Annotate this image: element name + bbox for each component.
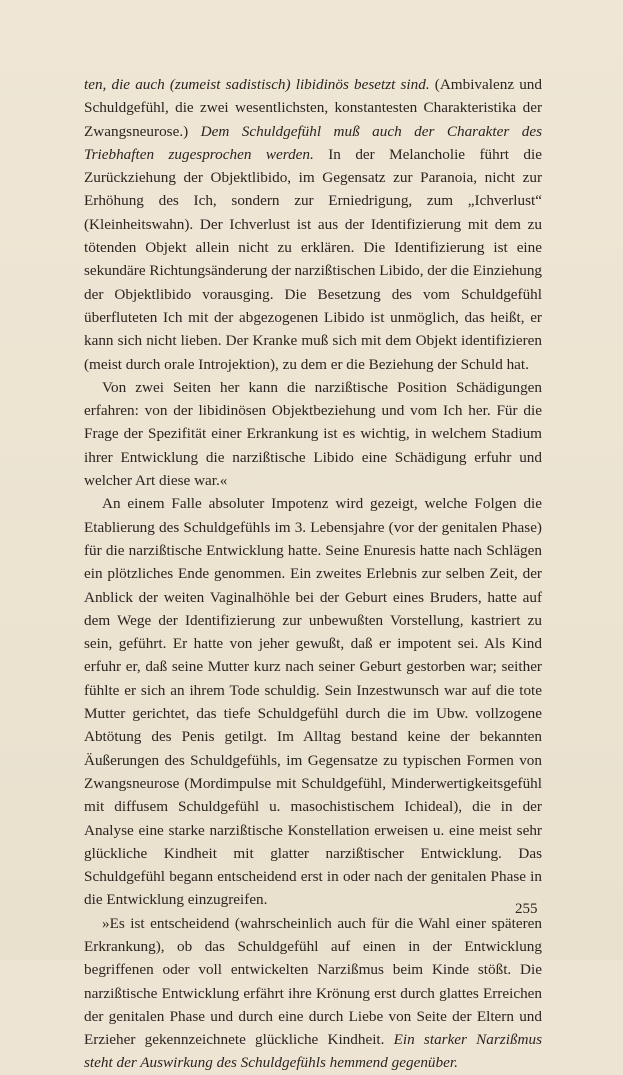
paragraph-1 bbox=[84, 73, 542, 376]
text-run: An einem Falle absoluter Impotenz wird gezeigt, welche Folgen die Etablierung des Schuldgefühls im 3. Lebensjahre (vor der genitalen Phase) für die narzißtische Entwicklung hatte. Seine Enuresis hatte nach Schlägen ein plötzliches Ende genommen. Ein zweites Erlebnis zur selben Zeit, der Anblick der weiten Vaginalhöhle bei der Geburt eines Bruders, hatte auf dem Wege der Identifizierung zur unbewußten Vorstellung, kastriert zu sein, geführt. Er hatte von jeher gewußt, daß er impotent sei. Als Kind erfuhr er, daß seine Mutter kurz nach seiner Geburt gestorben war; seither fühlte er sich an ihrem Tode schuldig. Sein Inzestwunsch war auf die tote Mutter gerichtet, das tiefe Schuldgefühl durch die im Ubw. vollzogene Abtötung des Penis getilgt. Im Alltag bestand keine der bekannten Äußerungen des Schuldgefühls, im Gegensatze zu typischen Formen von Zwangsneurose (Mordimpulse mit Schuldgefühl, Minderwertigkeitsgefühl mit diffusem Schuldgefühl u. masochistischem Ichideal), die in der Analyse eine starke narzißtische Konstellation erweisen u. eine meist sehr glückliche Kindheit mit glatter narzißtischer Entwicklung. Das Schuldgefühl begann entscheidend erst in oder nach der genitalen Phase in die Entwicklung einzugreifen. bbox=[84, 495, 542, 909]
paragraph-2 bbox=[84, 376, 542, 492]
text-run-italic: ten, die auch (zumeist sadistisch) libidinös besetzt sind. bbox=[84, 76, 430, 93]
text-run: »Es ist entscheidend (wahrscheinlich auch für die Wahl einer späteren Erkrankung), ob das Schuldgefühl auf einen in der Entwicklung begriffenen oder voll entwickelten Narzißmus beim Kinde stößt. Die narzißtische Entwicklung erfährt ihre Krönung erst durch glattes Erreichen der genitalen Phase und durch eine durch Liebe von Seite der Eltern und Erzieher gekennzeichnete glückliche Kindheit. bbox=[84, 914, 542, 1049]
text-run: In der Melancholie führt die Zurückziehung der Objektlibido, im Gegensatz zur Paranoia, nicht zur Erhöhung des Ich, sondern zur Erniedrigung, zum „Ichverlust“ (Kleinheitswahn). Der Ichverlust ist aus der Identifizierung mit dem zu tötenden Objekt allein nicht zu erklären. Die Identifizierung ist eine sekundäre Richtungsänderung der narzißtischen Libido, der die Einziehung der Objektlibido vorausging. Die Besetzung des vom Schuldgefühl überfluteten Ich mit der abgezogenen Libido ist unmöglich, das heißt, er kann sich nicht lieben. Der Kranke muß sich mit dem Objekt identifizieren (meist durch orale Introjektion), zu dem er die Beziehung der Schuld hat. bbox=[84, 145, 543, 373]
text-run: (Ambivalenz und Schuldgefühl, die zwei wesentlichsten, konstantesten Charakteristika der Zwangsneurose.) bbox=[84, 76, 542, 140]
text-run-italic: Ein starker Narzißmus steht der Auswirkung des Schuldgefühls hemmend gegenüber. bbox=[84, 1031, 542, 1072]
page-number: 255 bbox=[515, 901, 538, 917]
paragraph-3 bbox=[84, 492, 542, 911]
paragraph-4 bbox=[84, 912, 542, 1075]
text-run-italic: Dem Schuldgefühl muß auch der Charakter des Triebhaften zugesprochen werden. bbox=[84, 122, 543, 163]
text-run: Von zwei Seiten her kann die narzißtische Position Schädigungen erfahren: von der libidinösen Objektbeziehung und vom Ich her. Für die Frage der Spezifität einer Erkrankung ist es wichtig, in welchem Stadium ihrer Entwicklung die narzißtische Libido eine Schädigung erfuhr und welcher Art diese war.« bbox=[84, 378, 542, 490]
body-text bbox=[84, 73, 542, 1075]
